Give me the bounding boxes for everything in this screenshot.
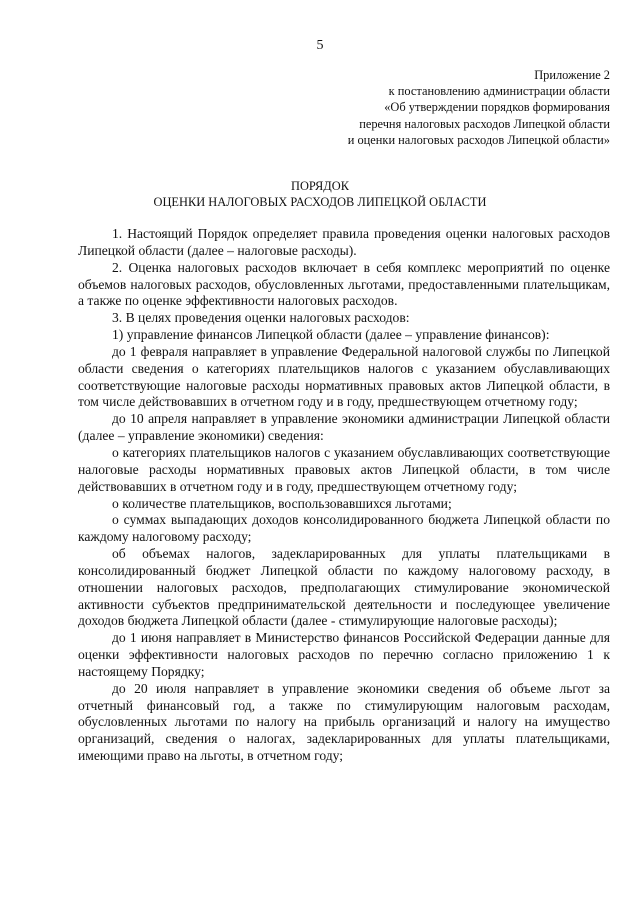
appendix-line: перечня налоговых расходов Липецкой области — [359, 116, 610, 131]
title-line-1: ПОРЯДОК — [291, 179, 349, 193]
appendix-line: «Об утверждении порядков формирования — [384, 100, 610, 115]
title-line-2: ОЦЕНКИ НАЛОГОВЫХ РАСХОДОВ ЛИПЕЦКОЙ ОБЛАСТИ — [153, 195, 487, 210]
appendix-line: Приложение 2 — [534, 68, 610, 82]
paragraph: 2. Оценка налоговых расходов включает в себя комплекс мероприятий по оценке объемов налоговых расходов, обусловленных льготами, предоставленными плательщикам, а также по оценке эффективности налоговых расходов. — [78, 259, 610, 309]
paragraph: о категориях плательщиков налогов с указанием обуславливающих соответствующие налоговые расходы нормативных правовых актов Липецкой области, в том числе действовавших в отчетном году и в году, предшествующем отчетному году; — [78, 444, 610, 494]
paragraph: до 1 июня направляет в Министерство финансов Российской Федерации данные для оценки эффективности налоговых расходов по перечню согласно приложению 1 к настоящему Порядку; — [78, 630, 610, 679]
paragraph: о количестве плательщиков, воспользовавшихся льготами; — [112, 495, 452, 511]
paragraph: 1) управление финансов Липецкой области (далее – управление финансов): — [112, 327, 550, 343]
paragraph: об объемах налогов, задекларированных для уплаты плательщиками в консолидированный бюджет Липецкой области по каждому налоговому расходу, в отношении налоговых расходов, предполагающих стимулирование экономической активности субъектов предпринимательской деятельности и последующее увеличение доходов бюджета Липецкой области (далее - стимулирующие налоговые расходы); — [78, 546, 610, 629]
paragraph: до 10 апреля направляет в управление экономики администрации Липецкой области (далее – управление экономики) сведения: — [78, 411, 610, 444]
paragraph: 3. В целях проведения оценки налоговых расходов: — [112, 310, 410, 326]
appendix-header — [348, 67, 610, 148]
paragraph: до 1 февраля направляет в управление Федеральной налоговой службы по Липецкой области сведения о категориях плательщиков налогов с указанием обуславливающих соответствующие налоговые расходы нормативных правовых актов Липецкой области, в том числе действовавших в отчетном году и в году, предшествующем отчетному году; — [78, 343, 610, 410]
appendix-line: к постановлению администрации области — [388, 84, 610, 99]
document-title — [0, 178, 640, 211]
page-number: 5 — [316, 38, 324, 53]
document-body — [78, 226, 610, 765]
appendix-line: и оценки налоговых расходов Липецкой области» — [347, 132, 610, 147]
paragraph: до 20 июля направляет в управление экономики сведения об объеме льгот за отчетный финансовый год, а также по стимулирующим налоговым расходам, обусловленных льготами по налогу на прибыль организаций и налогу на имущество организаций, сведения о налогах, задекларированных для уплаты плательщиками, имеющими право на льготы, в отчетном году; — [78, 680, 610, 764]
paragraph: 1. Настоящий Порядок определяет правила проведения оценки налоговых расходов Липецкой области (далее – налоговые расходы). — [78, 226, 610, 258]
paragraph: о суммах выпадающих доходов консолидированного бюджета Липецкой области по каждому налоговому расходу; — [78, 512, 610, 545]
